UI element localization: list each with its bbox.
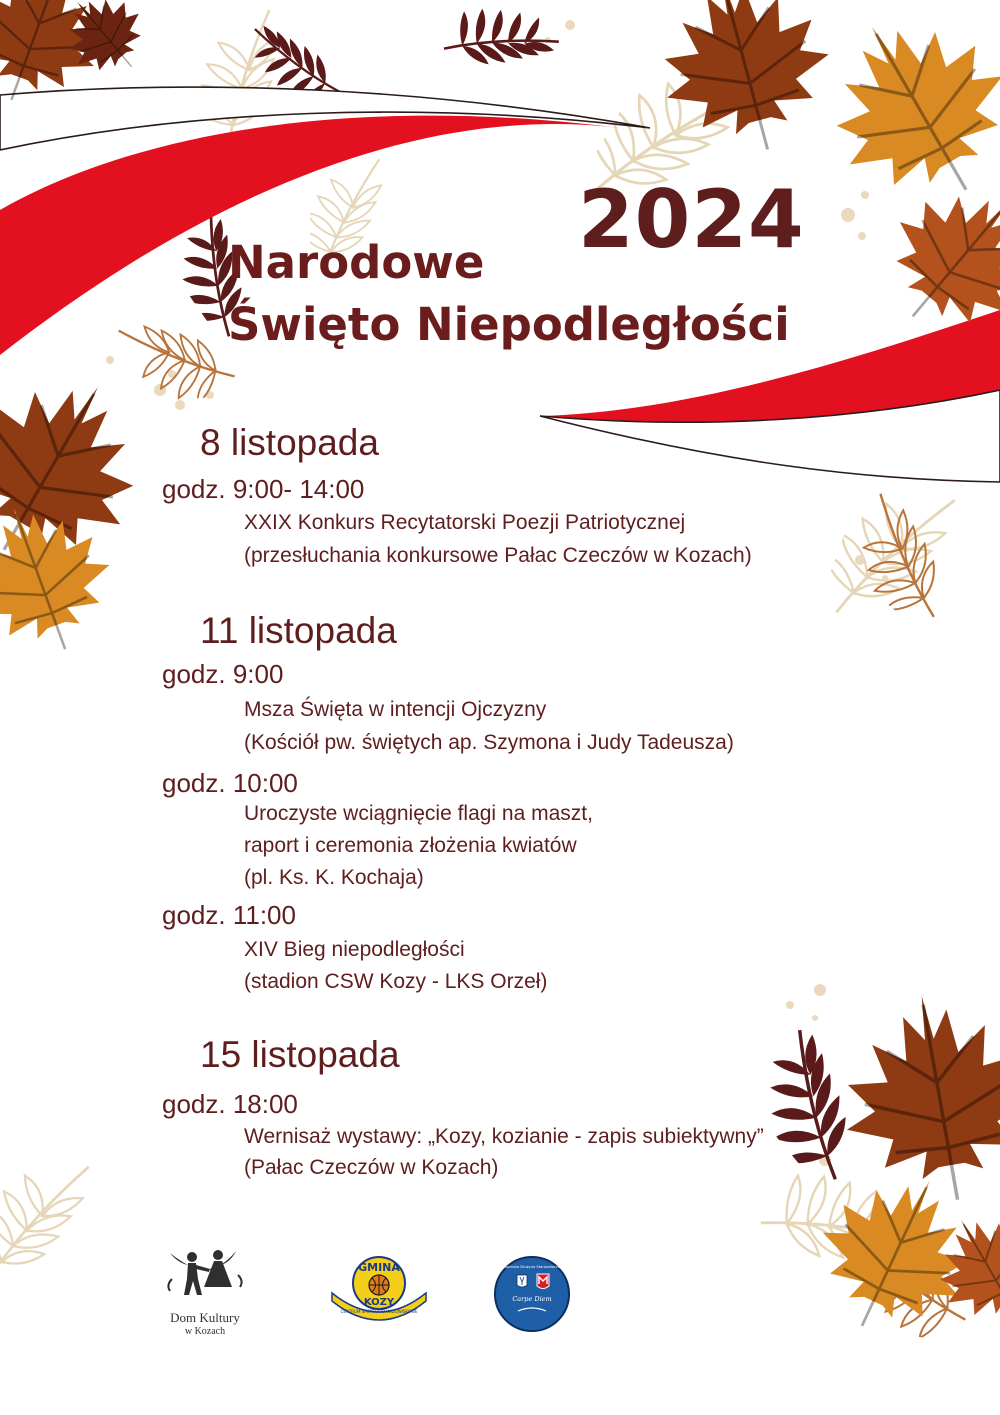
poster-year: 2024 bbox=[578, 173, 805, 266]
event-description-line: raport i ceremonia złożenia kwiatów bbox=[244, 834, 577, 857]
event-description-line: Uroczyste wciągnięcie flagi na maszt, bbox=[244, 802, 593, 825]
event-time: godz. 10:00 bbox=[162, 768, 298, 798]
event-description-line: (Kościół pw. świętych ap. Szymona i Judy Tadeusza) bbox=[244, 731, 734, 754]
day-date: 11 listopada bbox=[200, 610, 397, 651]
event-description-line: Wernisaż wystawy: „Kozy, kozianie - zapis subiektywny” bbox=[244, 1125, 764, 1148]
day-date: 8 listopada bbox=[200, 422, 379, 463]
leaf-cluster-left bbox=[0, 343, 174, 676]
logo-druzyna bbox=[493, 1255, 571, 1333]
event-time: godz. 9:00 bbox=[162, 659, 284, 689]
day-date: 15 listopada bbox=[200, 1034, 400, 1075]
event-time: godz. 18:00 bbox=[162, 1089, 298, 1119]
basketball-icon bbox=[369, 1275, 389, 1295]
event-description-line: (pl. Ks. K. Kochaja) bbox=[244, 866, 424, 889]
logo-druzyna-arc: 73 Kozańska Drużyna Starszoharcerska bbox=[496, 1265, 568, 1269]
logo-druzyna-motto: Carpe Diem bbox=[512, 1295, 552, 1303]
logo-gmina-kozy bbox=[328, 1253, 430, 1323]
logo-dom-kultury-line2: w Kozach bbox=[184, 1326, 226, 1337]
logo-gmina-top: GMINA bbox=[358, 1261, 400, 1274]
event-description-line: Msza Święta w intencji Ojczyzny bbox=[244, 698, 547, 721]
event-description-line: (Pałac Czeczów w Kozach) bbox=[244, 1156, 499, 1179]
logo-dom-kultury bbox=[150, 1245, 260, 1340]
event-description-line: XXIX Konkurs Recytatorski Poezji Patriotycznej bbox=[244, 511, 686, 534]
poster-title-line1: Narodowe bbox=[228, 236, 485, 289]
logo-gmina-bottom: KOZY bbox=[363, 1297, 395, 1308]
poster-title-line2: Święto Niepodległości bbox=[228, 298, 790, 351]
event-description-line: XIV Bieg niepodległości bbox=[244, 938, 465, 961]
event-description-line: (przesłuchania konkursowe Pałac Czeczów w Kozach) bbox=[244, 544, 752, 567]
logo-gmina-ribbon: CENTRUM SPORTOWO-WIDOWISKOWE bbox=[340, 1309, 418, 1314]
event-time: godz. 9:00- 14:00 bbox=[162, 474, 365, 504]
dancers-icon bbox=[150, 1245, 260, 1303]
logo-dom-kultury-line1: Dom Kultury bbox=[170, 1310, 240, 1325]
event-time: godz. 11:00 bbox=[162, 900, 296, 930]
leaf-cluster-bottom-right bbox=[793, 979, 1000, 1360]
event-description-line: (stadion CSW Kozy - LKS Orzeł) bbox=[244, 970, 548, 993]
